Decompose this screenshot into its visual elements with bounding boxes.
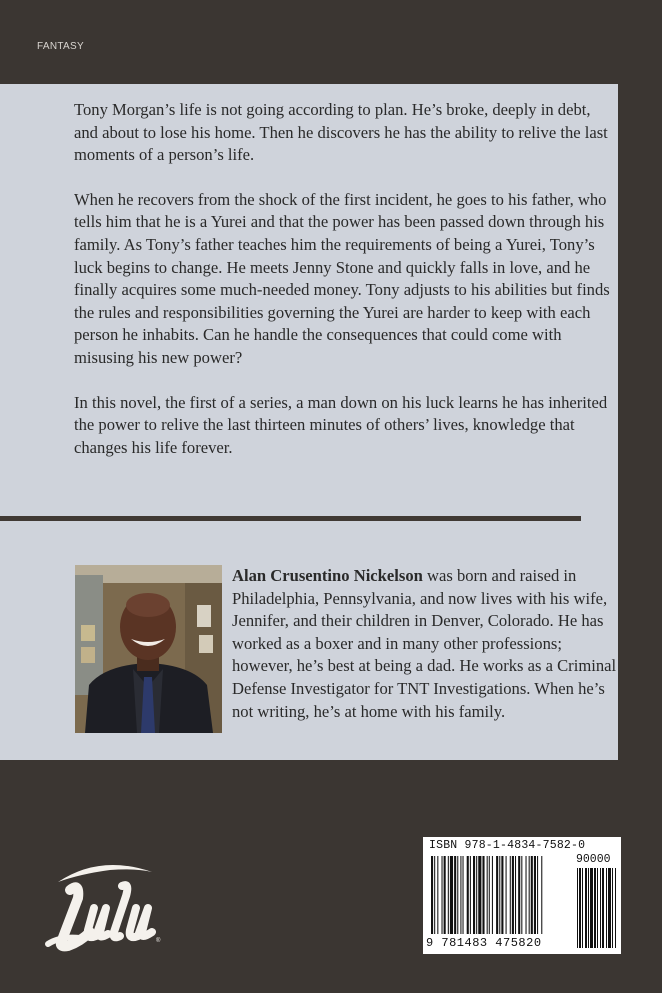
barcode-bar: [541, 856, 542, 934]
barcode-bar: [531, 856, 533, 934]
genre-label: FANTASY: [37, 41, 84, 52]
barcode-bar: [437, 856, 438, 934]
barcode-bar: [615, 868, 616, 948]
price-code: 90000: [576, 853, 611, 866]
barcode-bar: [537, 856, 538, 934]
barcode-bar: [489, 856, 490, 934]
barcode-bar: [473, 856, 475, 934]
barcode-bar: [590, 868, 593, 948]
barcode-bar: [510, 856, 511, 934]
barcode-bar: [526, 856, 527, 934]
barcode-bar: [501, 856, 503, 934]
lulu-logo: [40, 852, 173, 952]
barcode-bar: [521, 856, 522, 934]
barcode-bar: [602, 868, 604, 948]
barcode-bar: [492, 856, 493, 934]
author-photo: [75, 565, 222, 733]
barcode-bar: [496, 856, 498, 934]
barcode-bar: [612, 868, 613, 948]
barcode-bar: [457, 856, 458, 934]
barcode-bar: [606, 868, 607, 948]
barcode-bar: [482, 856, 484, 934]
barcode-bar: [600, 868, 601, 948]
barcode-bar: [579, 868, 581, 948]
barcode-bar: [499, 856, 500, 934]
barcode-bar: [434, 856, 435, 934]
author-bio-text: was born and raised in Philadelphia, Pennsylvania, and now lives with his wife, Jennifer, and their children in Denver, Colorado. He has worked as a boxer and in many other professions; however, he’s best at being a dad. He works as a Criminal Defense Investigator for TNT Investigations. When he’s not writing, he’s at home with his family.: [232, 566, 617, 721]
book-blurb: [74, 99, 614, 481]
barcode-bar: [594, 868, 596, 948]
barcode-bar: [608, 868, 611, 948]
barcode-bar: [478, 856, 481, 934]
barcode-bar: [512, 856, 514, 934]
svg-text:®: ®: [156, 938, 161, 944]
barcode-bar: [470, 856, 471, 934]
barcode-bar: [487, 856, 488, 934]
blurb-paragraph: Tony Morgan’s life is not going according to plan. He’s broke, deeply in debt, and about to lose his home. Then he discovers he has the ability to relive the last moments of a person’s life.: [74, 100, 608, 165]
barcode-bar: [515, 856, 516, 934]
isbn-label: ISBN 978-1-4834-7582-0: [429, 839, 586, 852]
barcode-bar: [448, 856, 449, 934]
author-bio: [232, 565, 618, 723]
barcode-bar: [444, 856, 446, 934]
barcode-bar: [597, 868, 598, 948]
barcode-bar: [454, 856, 456, 934]
barcode-bar: [588, 868, 589, 948]
barcode-digits: 9 781483 475820: [426, 936, 542, 950]
barcode-bar: [529, 856, 530, 934]
barcode-bar: [577, 868, 578, 948]
barcode-bar: [467, 856, 469, 934]
barcode-bar: [518, 856, 520, 934]
barcode-bar: [506, 856, 507, 934]
lulu-logo-icon: [40, 852, 173, 952]
barcode-bar: [476, 856, 477, 934]
isbn-barcode: [423, 837, 621, 954]
barcode-bar: [534, 856, 536, 934]
barcode-bar: [431, 856, 433, 934]
barcode-bar: [582, 868, 583, 948]
barcode-bar: [463, 856, 464, 934]
blurb-paragraph: In this novel, the first of a series, a man down on his luck learns he has inherited the power to relive the last thirteen minutes of others’ lives, knowledge that changes his life forever.: [74, 392, 608, 457]
barcode-bar: [450, 856, 453, 934]
author-name: Alan Crusentino Nickelson: [232, 566, 423, 585]
blurb-paragraph: When he recovers from the shock of the first incident, he goes to his father, who tells him that he is a Yurei and that the power has been passed down through his family. As Tony’s father teaches him the requirements of being a Yurei, Tony’s luck begins to change. He meets Jenny Stone and quickly falls in love, and he finally acquires some much-needed money. Tony adjusts to his abilities but finds the rules and responsibilities governing the Yurei are harder to keep with each person he inhabits. Can he handle the consequences that could come with misusing his new power?: [74, 189, 610, 367]
barcode-bar: [442, 856, 443, 934]
author-portrait-image: [75, 565, 222, 733]
barcode-bar: [585, 868, 587, 948]
barcode-bar: [460, 856, 461, 934]
section-divider: [0, 516, 581, 521]
